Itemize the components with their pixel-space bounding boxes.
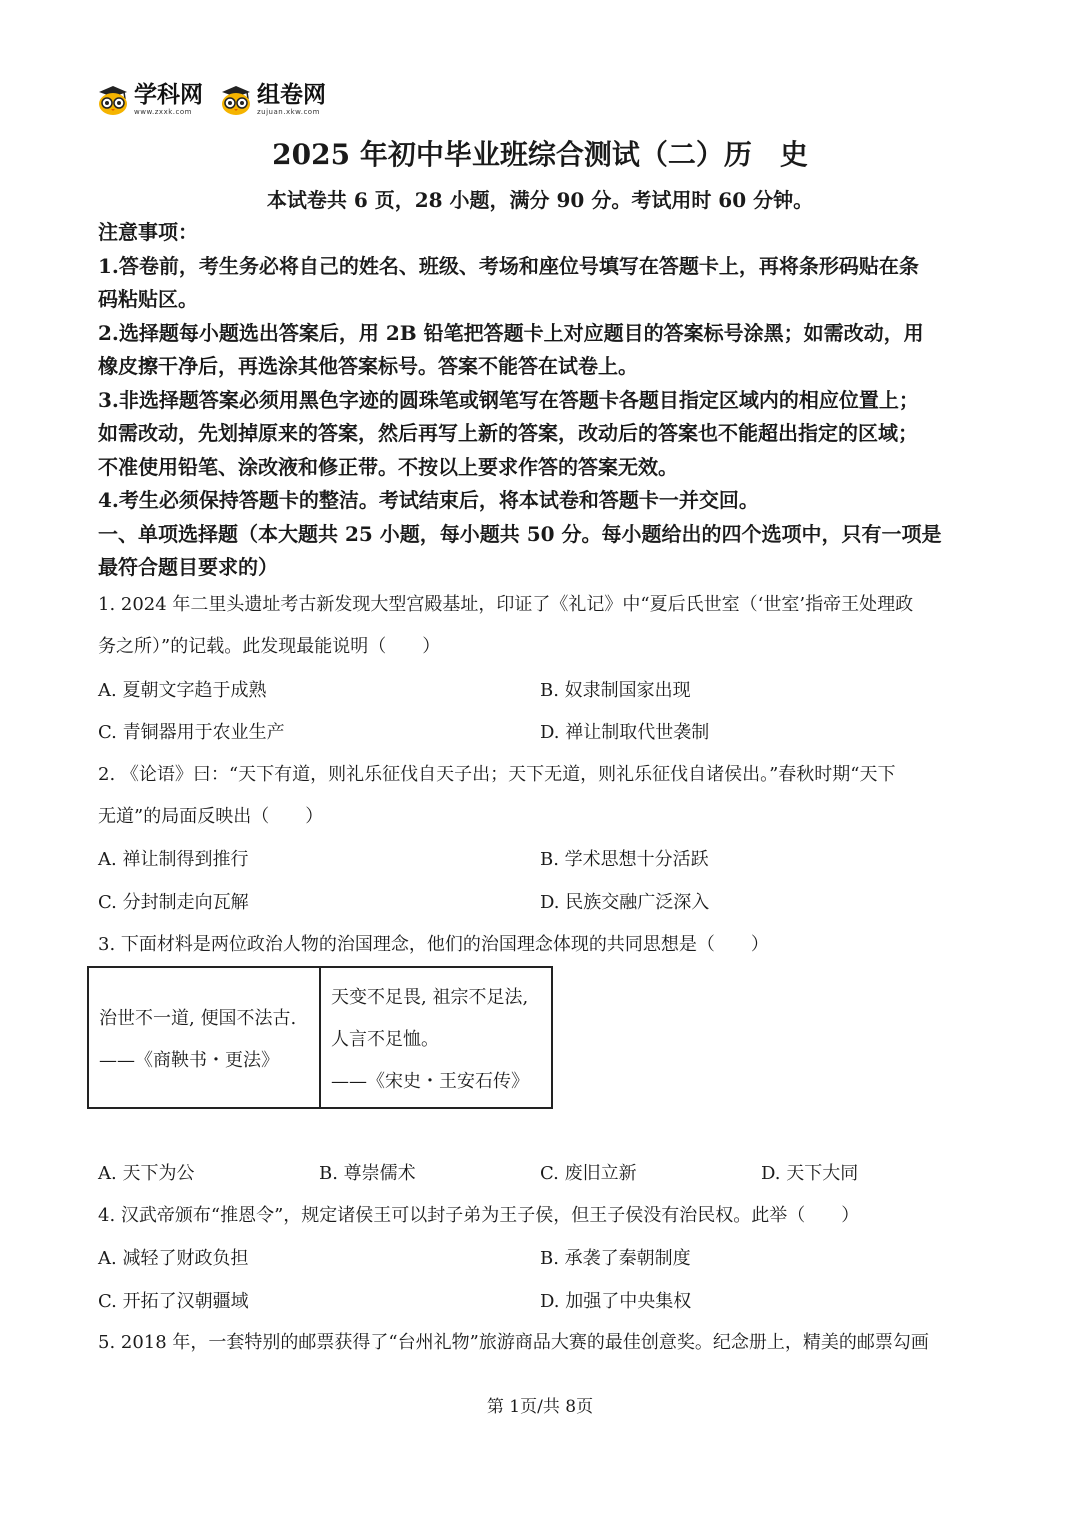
section-heading: 一、单项选择题（本大题共 25 小题，每小题共 50 分。每小题给出的四个选项中，只有一项是 bbox=[98, 521, 942, 546]
instruction-line: 1.答卷前，考生务必将自己的姓名、班级、考场和座位号填写在答题卡上，再将条形码贴在条 bbox=[98, 253, 919, 278]
quote-text: 治世不一道, 便国不法古. bbox=[99, 1008, 297, 1029]
question-line: 2. 《论语》曰：“天下有道，则礼乐征伐自天子出；天下无道，则礼乐征伐自诸侯出。”春秋时期“天下 bbox=[98, 764, 896, 785]
instruction-line: 2.选择题每小题选出答案后，用 2B 铅笔把答题卡上对应题目的答案标号涂黑；如需改动，用 bbox=[98, 320, 924, 345]
zujuan-logo bbox=[219, 83, 326, 117]
source-cell-shangyang bbox=[89, 968, 321, 1107]
zxxk-logo bbox=[96, 83, 203, 117]
question-line: 4. 汉武帝颁布“推恩令”，规定诸侯王可以封子弟为王子侯，但王子侯没有治民权。此举（ ） bbox=[98, 1205, 860, 1226]
question-line: 1. 2024 年二里头遗址考古新发现大型宫殿基址，印证了《礼记》中“夏后氏世室（‘世室’指帝王处理政 bbox=[98, 594, 914, 615]
q1-option-c: C. 青铜器用于农业生产 bbox=[98, 722, 285, 743]
q4-option-a: A. 减轻了财政负担 bbox=[98, 1248, 249, 1269]
logo-url: zujuan.xkw.com bbox=[257, 108, 320, 116]
exam-subtitle: 本试卷共 6 页，28 小题，满分 90 分。考试用时 60 分钟。 bbox=[266, 188, 814, 212]
q2-option-a: A. 禅让制得到推行 bbox=[98, 849, 249, 870]
instruction-line: 4.考生必须保持答题卡的整洁。考试结束后，将本试卷和答题卡一并交回。 bbox=[98, 488, 759, 512]
q1-option-a: A. 夏朝文字趋于成熟 bbox=[98, 680, 267, 701]
q4-option-c: C. 开拓了汉朝疆域 bbox=[98, 1291, 249, 1312]
quote-source: ——《商鞅书・更法》 bbox=[99, 1050, 279, 1071]
quote-text: 人言不足恤。 bbox=[331, 1029, 439, 1050]
owl-mascot-icon bbox=[219, 83, 253, 117]
instructions-heading: 注意事项： bbox=[98, 220, 198, 244]
question-line: 3. 下面材料是两位政治人物的治国理念，他们的治国理念体现的共同思想是（ ） bbox=[98, 934, 769, 955]
instruction-line: 如需改动，先划掉原来的答案，然后再写上新的答案，改动后的答案也不能超出指定的区域； bbox=[98, 421, 918, 445]
q4-option-d: D. 加强了中央集权 bbox=[540, 1291, 692, 1312]
instructions bbox=[98, 216, 988, 585]
question-3-stem bbox=[98, 924, 986, 966]
logo-url: www.zxxk.com bbox=[134, 108, 192, 116]
section-heading: 最符合题目要求的） bbox=[98, 555, 278, 579]
exam-title: 2025 年初中毕业班综合测试（二）历 史 bbox=[272, 138, 808, 171]
instruction-line: 3.非选择题答案必须用黑色字迹的圆珠笔或钢笔写在答题卡各题目指定区域内的相应位置上； bbox=[98, 387, 919, 412]
q3-option-d: D. 天下大同 bbox=[761, 1163, 859, 1184]
q2-option-b: B. 学术思想十分活跃 bbox=[540, 849, 709, 870]
question-line: 无道”的局面反映出（ ） bbox=[98, 806, 324, 827]
question-1-stem bbox=[98, 584, 986, 668]
quote-text: 天变不足畏, 祖宗不足法, bbox=[331, 987, 529, 1008]
instruction-line: 不准使用铅笔、涂改液和修正带。不按以上要求作答的答案无效。 bbox=[98, 454, 678, 479]
instruction-line: 橡皮擦干净后，再选涂其他答案标号。答案不能答在试卷上。 bbox=[98, 354, 638, 378]
question-line: 务之所）”的记载。此发现最能说明（ ） bbox=[98, 636, 441, 657]
quote-source: ——《宋史・王安石传》 bbox=[331, 1071, 529, 1092]
q1-option-d: D. 禅让制取代世袭制 bbox=[540, 722, 710, 743]
question-4-stem bbox=[98, 1195, 986, 1237]
source-cell-wanganshi bbox=[321, 968, 551, 1107]
question-2-stem bbox=[98, 754, 986, 838]
logo-name: 学科网 bbox=[134, 82, 203, 108]
q1-option-b: B. 奴隶制国家出现 bbox=[540, 680, 691, 701]
q3-option-b: B. 尊崇儒术 bbox=[319, 1163, 416, 1184]
owl-mascot-icon bbox=[96, 83, 130, 117]
logo-name: 组卷网 bbox=[257, 82, 326, 108]
header-logos bbox=[96, 80, 342, 120]
page-number: 第 1页/共 8页 bbox=[486, 1397, 594, 1417]
q2-option-d: D. 民族交融广泛深入 bbox=[540, 892, 710, 913]
q4-option-b: B. 承袭了秦朝制度 bbox=[540, 1248, 691, 1269]
question-line: 5. 2018 年，一套特别的邮票获得了“台州礼物”旅游商品大赛的最佳创意奖。纪念册上，精美的邮票勾画 bbox=[98, 1332, 929, 1353]
q3-option-a: A. 天下为公 bbox=[98, 1163, 195, 1184]
q3-option-c: C. 废旧立新 bbox=[540, 1163, 637, 1184]
instruction-line: 码粘贴区。 bbox=[98, 287, 198, 311]
question-5-stem bbox=[98, 1322, 986, 1364]
q2-option-c: C. 分封制走向瓦解 bbox=[98, 892, 249, 913]
source-material-table bbox=[87, 966, 553, 1109]
